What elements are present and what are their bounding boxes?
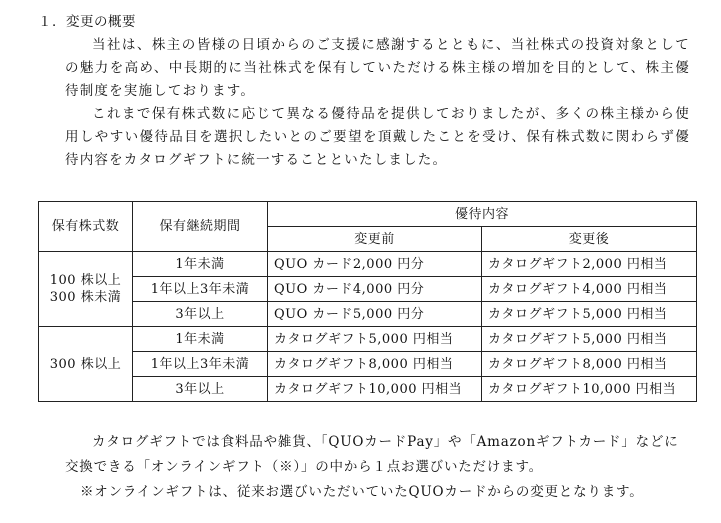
- period-cell: 1年以上3年未満: [133, 352, 268, 377]
- before-cell: カタログギフト10,000 円相当: [268, 377, 482, 402]
- catalog-gift-description: カタログギフトでは食料品や雑貨、「QUOカードPay」や「Amazonギフトカード」などに交換できる「オンラインギフト（※）」の中から１点お選びいただけます。: [65, 434, 679, 475]
- before-cell: QUO カード2,000 円分: [268, 252, 482, 277]
- shares-group-1-line2: 300 株未満: [49, 290, 122, 305]
- period-cell: 3年以上: [133, 302, 268, 327]
- before-cell: カタログギフト5,000 円相当: [268, 327, 482, 352]
- table-row: [39, 377, 697, 402]
- before-cell: カタログギフト8,000 円相当: [268, 352, 482, 377]
- header-before: 変更前: [268, 227, 482, 252]
- shares-group-1-line1: 100 株以上: [49, 273, 122, 288]
- before-cell: QUO カード5,000 円分: [268, 302, 482, 327]
- table-row: [39, 277, 697, 302]
- period-cell: 1年以上3年未満: [133, 277, 268, 302]
- header-benefit: 優待内容: [268, 202, 697, 227]
- after-cell: カタログギフト5,000 円相当: [482, 302, 697, 327]
- after-cell: カタログギフト10,000 円相当: [482, 377, 697, 402]
- benefits-table: [38, 201, 697, 402]
- intro-paragraph: 当社は、株主の皆様の日頃からのご支援に感謝するとともに、当社株式の投資対象としての魅力を高め、中長期的に当社株式を保有していただける株主様の増加を目的として、株主優待制度を実施しております。: [65, 37, 690, 99]
- table-row: [39, 302, 697, 327]
- header-period: 保有継続期間: [133, 202, 268, 252]
- after-cell: カタログギフト8,000 円相当: [482, 352, 697, 377]
- header-after: 変更後: [482, 227, 697, 252]
- period-cell: 1年未満: [133, 327, 268, 352]
- table-header-row: [39, 202, 697, 227]
- change-reason-paragraph: これまで保有株式数に応じて異なる優待品を提供しておりましたが、多くの株主様から使用しやすい優待品目を選択したいとのご要望を頂戴したことを受け、保有株式数に関わらず優待内容をカタログギフトに統一することといたしました。: [65, 106, 690, 168]
- before-cell: QUO カード4,000 円分: [268, 277, 482, 302]
- table-row: [39, 327, 697, 352]
- after-cell: カタログギフト2,000 円相当: [482, 252, 697, 277]
- table-row: [39, 352, 697, 377]
- period-cell: 3年以上: [133, 377, 268, 402]
- table-row: [39, 252, 697, 277]
- period-cell: 1年未満: [133, 252, 268, 277]
- shares-group-1: [39, 252, 133, 327]
- online-gift-note: ※オンラインギフトは、従来お選びいただいていたQUOカードからの変更となります。: [80, 484, 644, 500]
- shares-group-2: [39, 327, 133, 402]
- header-shares: 保有株式数: [39, 202, 133, 252]
- section-heading: １．変更の概要: [38, 14, 136, 30]
- shares-group-2-line1: 300 株以上: [49, 356, 122, 372]
- after-cell: カタログギフト4,000 円相当: [482, 277, 697, 302]
- after-cell: カタログギフト5,000 円相当: [482, 327, 697, 352]
